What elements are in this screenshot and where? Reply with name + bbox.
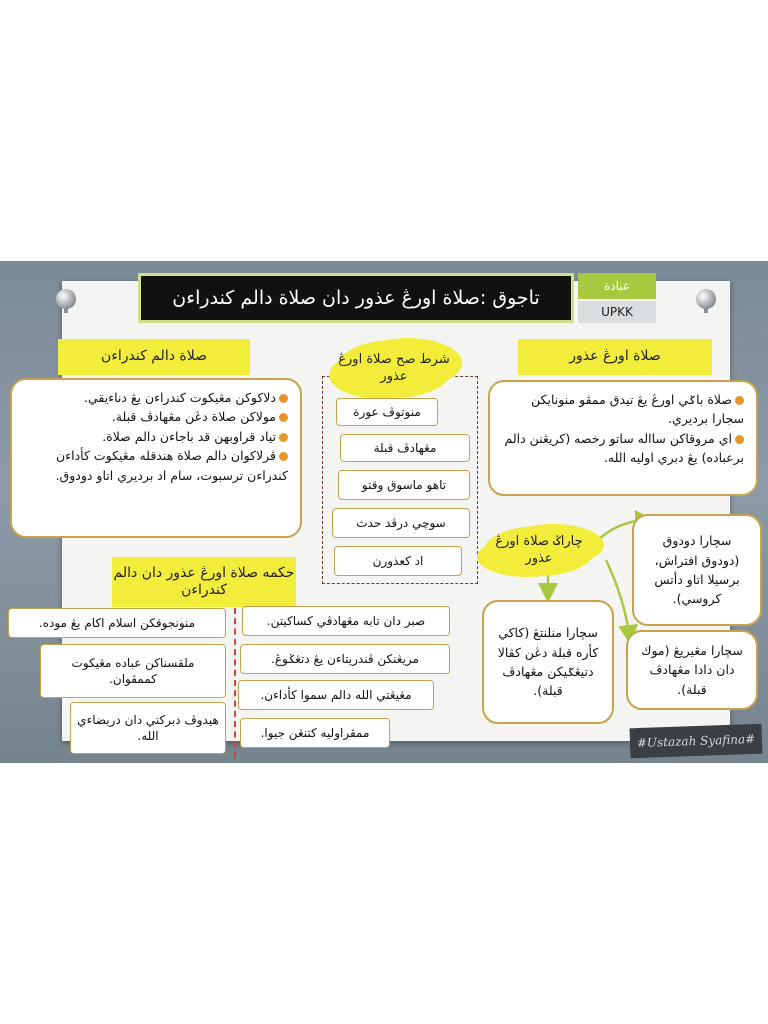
list-item: صلاة باݢي اورڠ يڠ تيدق ممڤو منونايكن سجارا برديري.: [531, 392, 744, 427]
conditions-heading: شرط صح صلاة اورڠ عذور: [336, 340, 452, 398]
condition-item: تاهو ماسوق وقتو: [338, 470, 470, 500]
vehicle-prayer-box: [10, 378, 302, 538]
wisdom-item: مڠيڠتي الله دالم سموا كأداءن.: [238, 680, 434, 710]
category-tag: عبادة: [578, 273, 656, 299]
list-item: تياد قراوبهن قد باجاءن دالم صلاة.: [24, 427, 288, 446]
bullet-icon: [279, 394, 288, 403]
method-sitting-box: سچارا دودوق (دودوق افتراش، برسيلا اتاو دأتس كروسي).: [632, 514, 762, 626]
bullet-icon: [735, 396, 744, 405]
bullet-icon: [735, 435, 744, 444]
method-side-box: سچارا مڠيريڠ (موك دان دادا مڠهادڤ قبلة).: [626, 630, 758, 710]
list-item: دلاكوكن مڠيكوت كندراءن يڠ دناءيقي.: [24, 388, 288, 407]
list-item: مولاكن صلاة دڠن مڠهادڤ قبلة.: [24, 407, 288, 426]
wisdom-item: منونجوقكن اسلام اكام يڠ موده.: [8, 608, 226, 638]
vehicle-prayer-heading: صلاة دالم كندراءن: [58, 339, 250, 375]
subject-tag: UPKK: [578, 301, 656, 323]
list-item: اي مروقاكن سااله ساتو رخصه (كريڠنن دالم برعباده) يڠ دبري اوليه الله.: [504, 430, 744, 466]
condition-item: سوچي درڤد حدث: [332, 508, 470, 538]
wisdom-item: صبر دان تابه مڠهادڤي كساكيتن.: [242, 606, 450, 636]
methods-heading: چاراݢ صلاة اورڠ عذور: [484, 526, 594, 576]
sick-prayer-heading: صلاة اورڠ عذور: [518, 339, 712, 375]
bullet-icon: [279, 413, 288, 422]
wisdom-divider: [234, 608, 236, 758]
method-supine-box: سچارا منلنتڠ (كاكي كأره قبلة دڠن كڤالا دتيڠݢيكن مڠهادڤ قبلة).: [482, 600, 614, 724]
condition-item: مڠهادڤ قبلة: [340, 434, 470, 462]
sick-prayer-box: [488, 380, 758, 496]
wisdom-item: ممڤراوليه كتنڠن جيوا.: [240, 718, 390, 748]
condition-item: اد كعذورن: [334, 546, 462, 576]
bullet-icon: [279, 452, 288, 461]
wisdom-heading: حكمه صلاة اورڠ عذور دان دالم كندراءن: [112, 557, 296, 607]
author-watermark: #Ustazah Syafina#: [630, 724, 763, 759]
wisdom-item: مريڠنكن ڤندريتاءن يڠ دتڠݢوڠ.: [240, 644, 450, 674]
condition-item: منوتوڤ عورة: [336, 398, 438, 426]
page-title: تاجوق :صلاة اورڠ عذور دان صلاة دالم كندراءن: [138, 273, 574, 323]
list-item: ڤرلاكوان دالم صلاة هندقله مڠيكوت كأداءن كندراءن ترسبوت، سام اد برديري اتاو دودوق.: [55, 448, 288, 483]
wisdom-item: هيدوڤ دبركتي دان دريضاءي الله.: [70, 702, 226, 754]
bullet-icon: [279, 433, 288, 442]
wisdom-item: ملقسناكن عباده مڠيكوت كممڤوان.: [40, 644, 226, 698]
